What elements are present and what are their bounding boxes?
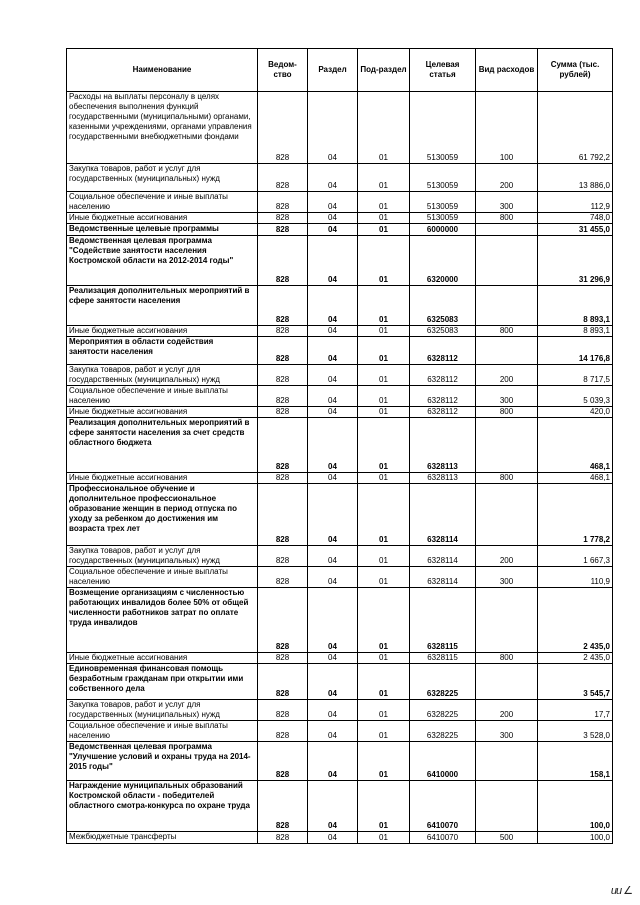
cell-dept: 828 — [258, 192, 308, 213]
cell-exptype — [476, 588, 538, 653]
cell-subsection: 01 — [358, 473, 410, 484]
header-row — [67, 49, 613, 92]
cell-dept: 828 — [258, 588, 308, 653]
cell-exptype: 200 — [476, 365, 538, 386]
cell-dept: 828 — [258, 781, 308, 832]
cell-dept: 828 — [258, 721, 308, 742]
header-amount: Сумма (тыс. рублей) — [538, 49, 613, 92]
cell-amount: 110,9 — [538, 567, 613, 588]
cell-amount: 5 039,3 — [538, 386, 613, 407]
cell-dept: 828 — [258, 653, 308, 664]
table-header — [67, 49, 613, 92]
cell-section: 04 — [308, 224, 358, 236]
cell-dept: 828 — [258, 742, 308, 781]
cell-target: 6325083 — [410, 286, 476, 326]
cell-subsection: 01 — [358, 286, 410, 326]
cell-name: Закупка товаров, работ и услуг для государственных (муниципальных) нужд — [67, 365, 258, 386]
cell-name: Реализация дополнительных мероприятий в сфере занятости населения — [67, 286, 258, 326]
table-row — [67, 92, 613, 164]
cell-exptype: 200 — [476, 700, 538, 721]
cell-name: Закупка товаров, работ и услуг для государственных (муниципальных) нужд — [67, 700, 258, 721]
cell-name: Закупка товаров, работ и услуг для государственных (муниципальных) нужд — [67, 164, 258, 192]
cell-subsection: 01 — [358, 567, 410, 588]
cell-target: 5130059 — [410, 213, 476, 224]
table-row — [67, 337, 613, 365]
cell-section: 04 — [308, 407, 358, 418]
table-row — [67, 326, 613, 337]
cell-section: 04 — [308, 213, 358, 224]
cell-section: 04 — [308, 286, 358, 326]
cell-dept: 828 — [258, 832, 308, 844]
cell-subsection: 01 — [358, 781, 410, 832]
cell-section: 04 — [308, 832, 358, 844]
cell-amount: 14 176,8 — [538, 337, 613, 365]
cell-name: Расходы на выплаты персоналу в целях обеспечения выполнения функций государственными (муниципальными) органами, казенными учреждениями, органами управления государственными внебюджетными фондами — [67, 92, 258, 164]
cell-section: 04 — [308, 92, 358, 164]
cell-dept: 828 — [258, 567, 308, 588]
cell-subsection: 01 — [358, 418, 410, 473]
cell-subsection: 01 — [358, 588, 410, 653]
cell-section: 04 — [308, 386, 358, 407]
cell-dept: 828 — [258, 286, 308, 326]
cell-target: 6328113 — [410, 473, 476, 484]
cell-name: Иные бюджетные ассигнования — [67, 653, 258, 664]
cell-section: 04 — [308, 721, 358, 742]
cell-exptype: 800 — [476, 326, 538, 337]
cell-exptype — [476, 224, 538, 236]
cell-target: 5130059 — [410, 164, 476, 192]
cell-subsection: 01 — [358, 721, 410, 742]
cell-subsection: 01 — [358, 365, 410, 386]
cell-amount: 1 667,3 — [538, 546, 613, 567]
cell-name: Иные бюджетные ассигнования — [67, 407, 258, 418]
table-row — [67, 721, 613, 742]
cell-target: 6328114 — [410, 567, 476, 588]
cell-name: Иные бюджетные ассигнования — [67, 473, 258, 484]
cell-target: 6410070 — [410, 832, 476, 844]
cell-dept: 828 — [258, 164, 308, 192]
cell-name: Социальное обеспечение и иные выплаты населению — [67, 567, 258, 588]
cell-amount: 31 455,0 — [538, 224, 613, 236]
cell-name: Иные бюджетные ассигнования — [67, 326, 258, 337]
table-row — [67, 546, 613, 567]
cell-exptype: 300 — [476, 192, 538, 213]
cell-amount: 2 435,0 — [538, 653, 613, 664]
cell-subsection: 01 — [358, 224, 410, 236]
cell-target: 5130059 — [410, 192, 476, 213]
cell-amount: 1 778,2 — [538, 484, 613, 546]
cell-name: Реализация дополнительных мероприятий в сфере занятости населения за счет средств областного бюджета — [67, 418, 258, 473]
budget-table — [66, 48, 613, 844]
cell-section: 04 — [308, 337, 358, 365]
header-section: Раздел — [308, 49, 358, 92]
cell-amount: 420,0 — [538, 407, 613, 418]
cell-subsection: 01 — [358, 326, 410, 337]
table-row — [67, 407, 613, 418]
cell-amount: 3 545,7 — [538, 664, 613, 700]
cell-exptype: 200 — [476, 164, 538, 192]
cell-section: 04 — [308, 653, 358, 664]
cell-target: 6328112 — [410, 337, 476, 365]
cell-target: 6320000 — [410, 236, 476, 286]
cell-name: Социальное обеспечение и иные выплаты населению — [67, 192, 258, 213]
cell-section: 04 — [308, 236, 358, 286]
cell-target: 6328115 — [410, 653, 476, 664]
cell-amount: 112,9 — [538, 192, 613, 213]
cell-section: 04 — [308, 418, 358, 473]
cell-exptype: 300 — [476, 567, 538, 588]
header-target: Целевая статья — [410, 49, 476, 92]
cell-section: 04 — [308, 326, 358, 337]
cell-target: 6410000 — [410, 742, 476, 781]
table-row — [67, 386, 613, 407]
cell-target: 6328225 — [410, 664, 476, 700]
cell-dept: 828 — [258, 365, 308, 386]
cell-subsection: 01 — [358, 742, 410, 781]
cell-target: 6328112 — [410, 407, 476, 418]
cell-amount: 3 528,0 — [538, 721, 613, 742]
header-subsection: Под-раздел — [358, 49, 410, 92]
cell-target: 6325083 — [410, 326, 476, 337]
cell-name: Социальное обеспечение и иные выплаты населению — [67, 721, 258, 742]
cell-amount: 31 296,9 — [538, 236, 613, 286]
table-row — [67, 365, 613, 386]
cell-name: Ведомственная целевая программа "Улучшение условий и охраны труда на 2014-2015 годы" — [67, 742, 258, 781]
cell-name: Профессиональное обучение и дополнительное профессиональное образование женщин в период отпуска по уходу за ребенком до достижения им возраста трех лет — [67, 484, 258, 546]
header-dept: Ведом-ство — [258, 49, 308, 92]
cell-exptype: 800 — [476, 213, 538, 224]
cell-exptype — [476, 418, 538, 473]
cell-amount: 2 435,0 — [538, 588, 613, 653]
cell-section: 04 — [308, 192, 358, 213]
table-row — [67, 473, 613, 484]
cell-exptype: 800 — [476, 473, 538, 484]
cell-subsection: 01 — [358, 484, 410, 546]
cell-dept: 828 — [258, 236, 308, 286]
cell-name: Иные бюджетные ассигнования — [67, 213, 258, 224]
cell-dept: 828 — [258, 484, 308, 546]
cell-target: 6328112 — [410, 386, 476, 407]
cell-amount: 61 792,2 — [538, 92, 613, 164]
cell-name: Межбюджетные трансферты — [67, 832, 258, 844]
cell-section: 04 — [308, 164, 358, 192]
cell-subsection: 01 — [358, 386, 410, 407]
table-row — [67, 700, 613, 721]
cell-amount: 100,0 — [538, 832, 613, 844]
cell-dept: 828 — [258, 326, 308, 337]
cell-exptype: 300 — [476, 386, 538, 407]
cell-section: 04 — [308, 473, 358, 484]
table-row — [67, 567, 613, 588]
cell-dept: 828 — [258, 418, 308, 473]
cell-target: 6328112 — [410, 365, 476, 386]
table-row — [67, 224, 613, 236]
cell-subsection: 01 — [358, 213, 410, 224]
cell-subsection: 01 — [358, 407, 410, 418]
table-row — [67, 588, 613, 653]
cell-section: 04 — [308, 700, 358, 721]
cell-subsection: 01 — [358, 832, 410, 844]
cell-exptype: 500 — [476, 832, 538, 844]
cell-section: 04 — [308, 484, 358, 546]
cell-section: 04 — [308, 742, 358, 781]
cell-dept: 828 — [258, 224, 308, 236]
cell-amount: 8 893,1 — [538, 326, 613, 337]
cell-dept: 828 — [258, 473, 308, 484]
cell-name: Закупка товаров, работ и услуг для государственных (муниципальных) нужд — [67, 546, 258, 567]
cell-amount: 13 886,0 — [538, 164, 613, 192]
table-body — [67, 92, 613, 844]
table-row — [67, 832, 613, 844]
cell-exptype: 800 — [476, 653, 538, 664]
cell-dept: 828 — [258, 337, 308, 365]
cell-exptype — [476, 781, 538, 832]
cell-name: Единовременная финансовая помощь безработным гражданам при открытии ими собственного дела — [67, 664, 258, 700]
cell-subsection: 01 — [358, 337, 410, 365]
cell-target: 6328225 — [410, 721, 476, 742]
cell-exptype: 100 — [476, 92, 538, 164]
cell-name: Ведомственные целевые программы — [67, 224, 258, 236]
table-row — [67, 213, 613, 224]
cell-dept: 828 — [258, 213, 308, 224]
table-row — [67, 781, 613, 832]
cell-exptype: 200 — [476, 546, 538, 567]
header-exptype: Вид расходов — [476, 49, 538, 92]
cell-subsection: 01 — [358, 546, 410, 567]
cell-amount: 748,0 — [538, 213, 613, 224]
cell-name: Возмещение организациям с численностью работающих инвалидов более 50% от общей численности работников затрат по оплате труда инвалидов — [67, 588, 258, 653]
cell-target: 6328114 — [410, 546, 476, 567]
cell-target: 6328113 — [410, 418, 476, 473]
cell-dept: 828 — [258, 664, 308, 700]
cell-target: 5130059 — [410, 92, 476, 164]
cell-section: 04 — [308, 365, 358, 386]
cell-dept: 828 — [258, 92, 308, 164]
cell-dept: 828 — [258, 407, 308, 418]
cell-target: 6000000 — [410, 224, 476, 236]
cell-exptype: 300 — [476, 721, 538, 742]
cell-amount: 17,7 — [538, 700, 613, 721]
cell-amount: 468,1 — [538, 418, 613, 473]
signature-mark: ии ∠ — [610, 885, 632, 897]
cell-exptype — [476, 742, 538, 781]
cell-subsection: 01 — [358, 653, 410, 664]
cell-exptype — [476, 337, 538, 365]
cell-name: Ведомственная целевая программа "Содействие занятости населения Костромской области на 2012-2014 годы" — [67, 236, 258, 286]
cell-target: 6410070 — [410, 781, 476, 832]
cell-amount: 8 717,5 — [538, 365, 613, 386]
table-row — [67, 653, 613, 664]
table-row — [67, 192, 613, 213]
cell-dept: 828 — [258, 546, 308, 567]
cell-subsection: 01 — [358, 164, 410, 192]
table-row — [67, 664, 613, 700]
table-row — [67, 236, 613, 286]
cell-section: 04 — [308, 664, 358, 700]
cell-amount: 158,1 — [538, 742, 613, 781]
cell-name: Социальное обеспечение и иные выплаты населению — [67, 386, 258, 407]
cell-exptype — [476, 236, 538, 286]
cell-subsection: 01 — [358, 192, 410, 213]
cell-subsection: 01 — [358, 700, 410, 721]
cell-name: Мероприятия в области содействия занятости населения — [67, 337, 258, 365]
cell-exptype — [476, 286, 538, 326]
cell-name: Награждение муниципальных образований Костромской области - победителей областного смотра-конкурса по охране труда — [67, 781, 258, 832]
table-row — [67, 742, 613, 781]
cell-dept: 828 — [258, 386, 308, 407]
cell-exptype — [476, 484, 538, 546]
table-row — [67, 164, 613, 192]
cell-dept: 828 — [258, 700, 308, 721]
cell-section: 04 — [308, 546, 358, 567]
table-row — [67, 418, 613, 473]
cell-target: 6328225 — [410, 700, 476, 721]
cell-exptype — [476, 664, 538, 700]
cell-subsection: 01 — [358, 236, 410, 286]
cell-subsection: 01 — [358, 664, 410, 700]
cell-amount: 100,0 — [538, 781, 613, 832]
table-row — [67, 286, 613, 326]
cell-section: 04 — [308, 588, 358, 653]
cell-amount: 8 893,1 — [538, 286, 613, 326]
cell-section: 04 — [308, 567, 358, 588]
cell-section: 04 — [308, 781, 358, 832]
cell-exptype: 800 — [476, 407, 538, 418]
cell-target: 6328115 — [410, 588, 476, 653]
cell-subsection: 01 — [358, 92, 410, 164]
cell-target: 6328114 — [410, 484, 476, 546]
header-name: Наименование — [67, 49, 258, 92]
cell-amount: 468,1 — [538, 473, 613, 484]
table-row — [67, 484, 613, 546]
